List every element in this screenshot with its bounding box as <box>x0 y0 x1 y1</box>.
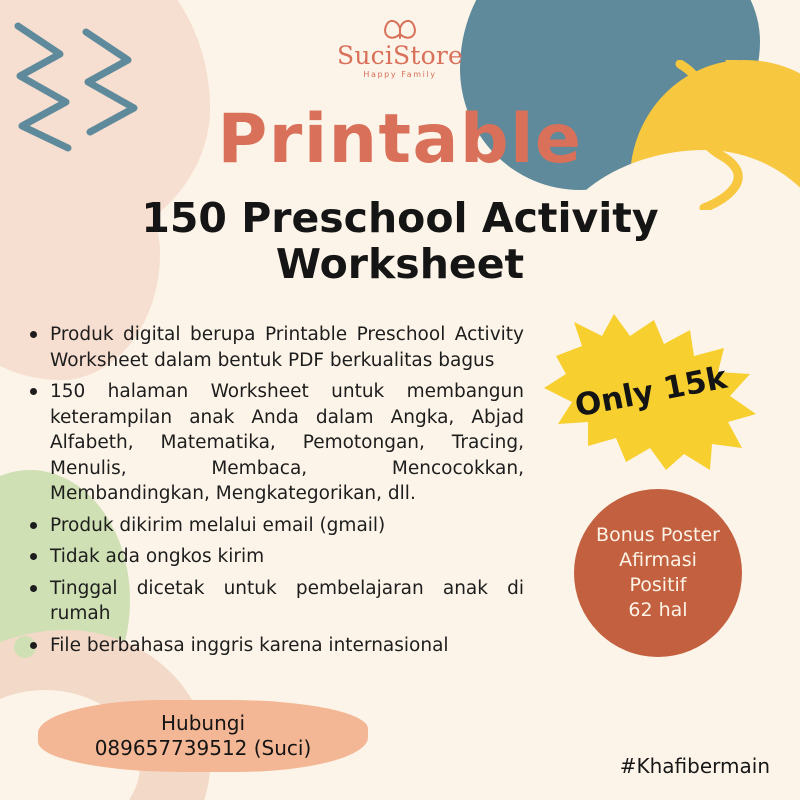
bonus-line-4: 62 hal <box>628 599 688 622</box>
list-item: Tidak ada ongkos kirim <box>24 544 524 570</box>
brand-name: SuciStore <box>337 41 463 70</box>
list-item: 150 halaman Worksheet untuk membangun keterampilan anak Anda dalam Angka, Abjad Alfabeth, Matematika, Pemotongan, Tracing, Menulis, Membaca, Mencocokkan, Membandingkan, Mengkategorikan, dll. <box>24 379 524 507</box>
feature-list <box>24 322 524 664</box>
price-badge <box>538 312 764 472</box>
contact-banner[interactable] <box>38 700 368 772</box>
bonus-line-1: Bonus Poster <box>596 523 720 546</box>
hashtag: #Khafibermain <box>619 754 770 778</box>
brand-logo <box>0 12 800 79</box>
page-title: 150 Preschool Activity Worksheet <box>141 194 659 288</box>
page-kicker: Printable <box>217 100 583 179</box>
contact-phone: 089657739512 (Suci) <box>94 736 312 760</box>
bonus-line-3: Positif <box>629 574 687 596</box>
butterfly-icon <box>380 12 420 42</box>
list-item: Tinggal dicetak untuk pembelajaran anak di rumah <box>24 576 524 627</box>
contact-label: Hubungi <box>160 711 245 735</box>
price-badge-label: Only 15k <box>572 359 730 425</box>
list-item: File berbahasa inggris karena internasional <box>24 633 524 659</box>
list-item: Produk dikirim melalui email (gmail) <box>24 513 524 539</box>
bonus-line-2: Afirmasi <box>619 548 697 571</box>
contact-banner-text <box>38 700 368 772</box>
brand-tagline: Happy Family <box>363 70 437 79</box>
bonus-badge <box>574 489 742 657</box>
list-item: Produk digital berupa Printable Preschool Activity Worksheet dalam bentuk PDF berkualitas bagus <box>24 322 524 373</box>
